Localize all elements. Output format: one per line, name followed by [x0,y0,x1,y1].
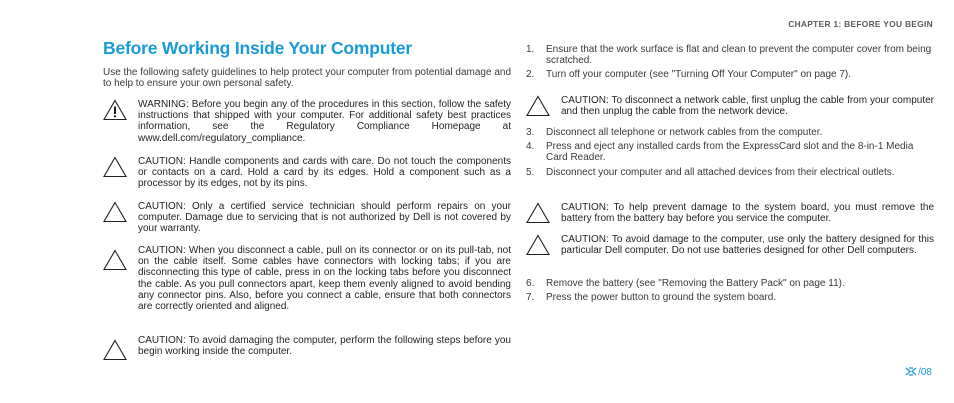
caution-icon [103,156,127,178]
step-text: Disconnect all telephone or network cables from the computer. [546,127,823,138]
step-text: Remove the battery (see "Removing the Battery Pack" on page 11). [546,278,845,289]
page-number-value: 08 [920,367,932,378]
page-number [905,367,932,378]
list-item [526,292,936,303]
caution-text: CAUTION: To avoid damage to the computer, use only the battery designed for this particular Dell computer. Do not use batteries designed for other Dell computers. [561,234,934,257]
caution-text: CAUTION: To avoid damaging the computer, perform the following steps before you begin working inside the computer. [138,335,511,358]
caution-notice [526,234,934,256]
caution-icon [526,234,550,256]
step-number: 7. [526,292,535,304]
page-separator: / [918,367,921,378]
caution-text: CAUTION: Only a certified service technician should perform repairs on your computer. Damage due to servicing that is not authorized by Dell is not covered by your warranty. [138,201,511,235]
caution-icon [103,249,127,271]
list-item [526,127,936,138]
caution-notice [103,335,511,357]
chapter-header: CHAPTER 1: BEFORE YOU BEGIN [788,19,933,29]
caution-icon [526,95,550,117]
step-number: 1. [526,44,535,55]
step-list [526,278,936,303]
caution-icon [103,339,127,361]
warning-notice [103,99,511,144]
caution-notice [103,245,511,312]
list-item [526,69,936,80]
list-item [526,44,936,66]
caution-text: CAUTION: Handle components and cards with care. Do not touch the components or contacts on a card. Hold a card by its edges. Hold a component such as a processor by its edges, not by its pins. [138,156,511,190]
step-list [526,44,936,81]
step-number: 3. [526,127,535,138]
step-text: Ensure that the work surface is flat and clean to prevent the computer cover from being scratched. [546,44,932,67]
step-number: 4. [526,141,535,153]
caution-notice [526,202,934,224]
warning-icon [103,99,127,121]
list-item [526,141,936,163]
step-number: 5. [526,166,535,178]
step-text: Press and eject any installed cards from the ExpressCard slot and the 8-in-1 Media Card Reader. [546,141,914,164]
step-number: 6. [526,278,535,289]
warning-text: WARNING: Before you begin any of the procedures in this section, follow the safety instructions that shipped with your computer. For additional safety best practices information, see the Regulatory Compliance Homepage at www.dell.com/regulatory_compliance. [138,99,511,144]
intro-paragraph: Use the following safety guidelines to help protect your computer from potential damage and to help to ensure your own personal safety. [103,67,512,90]
caution-notice [103,201,511,235]
list-item [526,278,936,289]
list-item [526,167,936,178]
caution-icon [526,202,550,224]
caution-text: CAUTION: To disconnect a network cable, first unplug the cable from your computer and then unplug the cable from the network device. [561,95,934,118]
step-number: 2. [526,69,535,81]
step-list [526,127,936,178]
step-text: Press the power button to ground the system board. [546,292,777,304]
caution-notice [103,156,511,190]
caution-notice [526,95,934,117]
step-text: Turn off your computer (see "Turning Off Your Computer" on page 7). [546,69,852,81]
caution-text: CAUTION: When you disconnect a cable, pull on its connector or on its pull-tab, not on the cable itself. Some cables have connectors with locking tabs; if you are disconnecting this type of cable, press in on the locking tabs before you disconnect the cable. As you pull connectors apart, keep them evenly aligned to avoid bending any connector pins. Also, before you connect a cable, ensure that both connectors are correctly oriented and aligned. [138,245,511,313]
step-text: Disconnect your computer and all attached devices from their electrical outlets. [546,166,895,178]
page-title: Before Working Inside Your Computer [103,38,413,58]
alienware-logo-icon [905,367,917,376]
caution-icon [103,201,127,223]
caution-text: CAUTION: To help prevent damage to the system board, you must remove the battery from the battery bay before you service the computer. [561,202,934,225]
